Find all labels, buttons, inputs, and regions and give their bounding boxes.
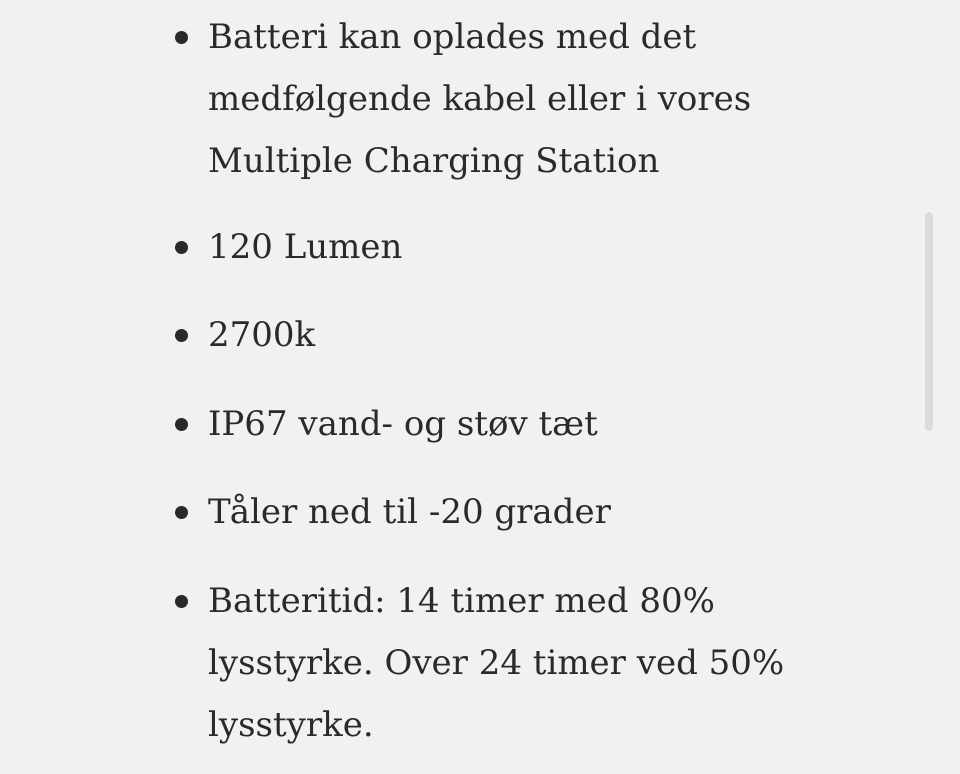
list-item [208, 570, 848, 756]
list-item [208, 6, 848, 192]
bullet-icon [175, 329, 188, 342]
bullet-icon [175, 506, 188, 519]
list-item-text: medfølgende kabel eller i vores [208, 79, 752, 119]
scrollbar-thumb[interactable] [925, 212, 933, 431]
list-item-text: Batteritid: 14 timer med 80% [208, 581, 715, 621]
bullet-icon [175, 595, 188, 608]
list-item-text: Multiple Charging Station [208, 141, 660, 181]
list-item-text: Batteri kan oplades med det [208, 17, 697, 57]
list-item [208, 481, 848, 543]
list-item [208, 304, 848, 366]
list-item-text: Tåler ned til -20 grader [208, 492, 611, 532]
list-item-text: IP67 vand- og støv tæt [208, 404, 598, 444]
list-item-text: 2700k [208, 315, 316, 355]
list-item [208, 393, 848, 455]
list-item [208, 216, 848, 278]
bullet-icon [175, 241, 188, 254]
list-item-text: lysstyrke. [208, 705, 374, 745]
list-item-text: 120 Lumen [208, 227, 403, 267]
list-item-text: lysstyrke. Over 24 timer ved 50% [208, 643, 785, 683]
bullet-icon [175, 31, 188, 44]
bullet-icon [175, 418, 188, 431]
